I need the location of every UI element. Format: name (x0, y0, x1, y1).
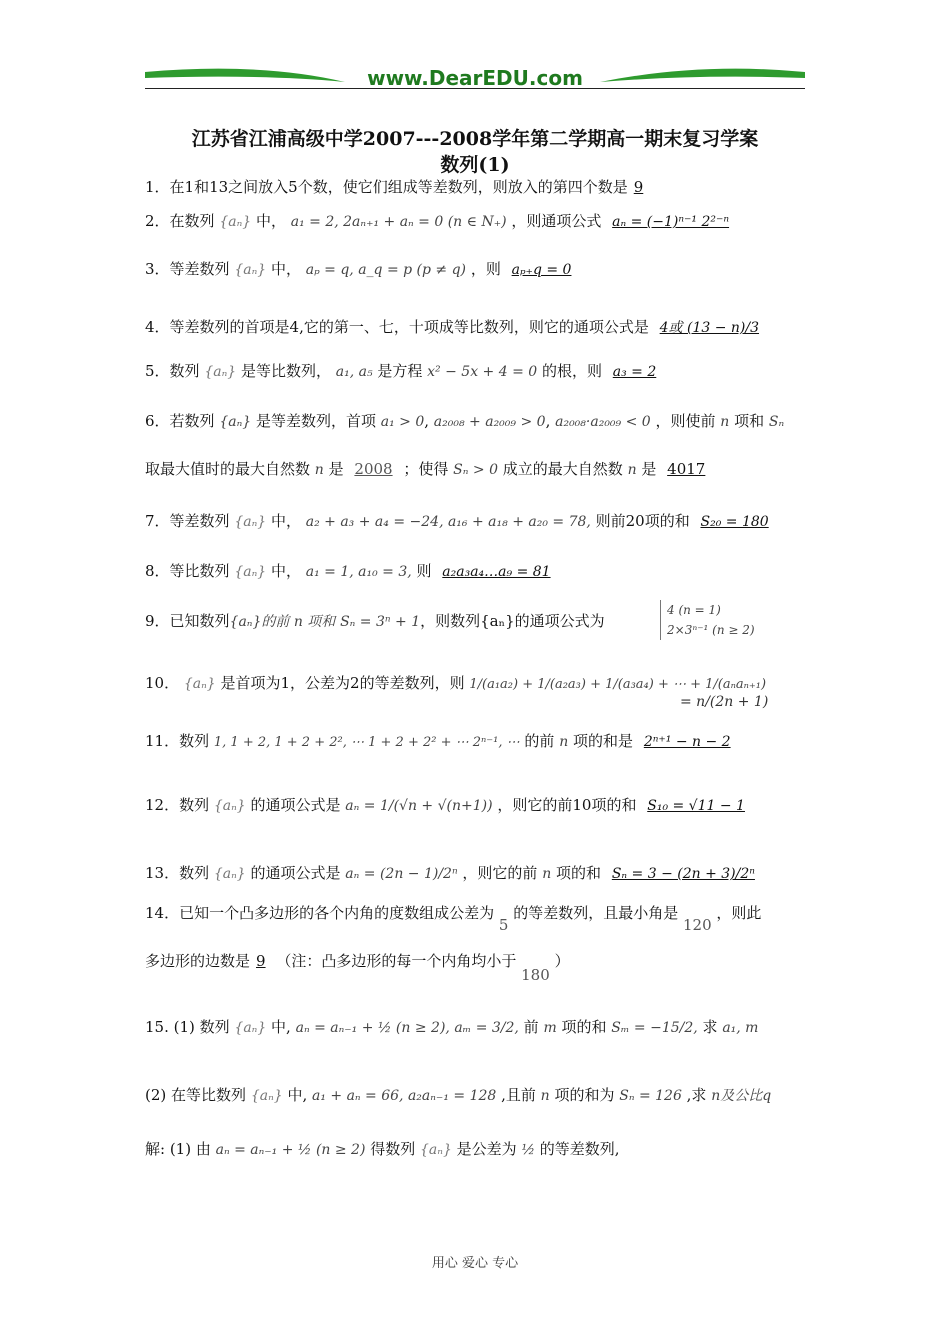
problem-10 (145, 672, 810, 696)
header-rule (145, 88, 805, 89)
answer: Sₙ = 3 − (2n + 3)/2ⁿ (611, 866, 755, 882)
text: 则前20项的和 (595, 512, 690, 530)
note: （注：凸多边形的每一个内角均小于 (276, 952, 517, 970)
answer-case-1: 4 (n = 1) (667, 603, 721, 617)
solution-text: 解: (1) 由 (145, 1140, 211, 1158)
sequence-symbol: {aₙ} (234, 262, 267, 278)
answer: a₃ = 2 (612, 364, 657, 380)
problem-text: 10． (145, 674, 180, 692)
answer: a₂a₃a₄…a₉ = 81 (442, 564, 551, 580)
problem-text: 1．在1和13之间放入5个数，使它们组成等差数列，则放入的第四个数是 (145, 178, 628, 196)
problem-text: 15. (1) 数列 (145, 1018, 230, 1036)
problem-text: 4．等差数列的首项是4,它的第一、七，十项成等比数列，则它的通项公式是 (145, 318, 649, 336)
text: 是方程 (377, 362, 423, 380)
problem-4 (145, 316, 810, 339)
sequence-symbol: {aₙ} (420, 1142, 452, 1158)
formula: aₙ = 1/(√n + √(n+1)) (345, 798, 493, 814)
text: 的等差数列，且最小角是 (513, 904, 679, 922)
symbol-sn: Sₙ (768, 414, 785, 430)
problem-text: 9．已知数列 (145, 612, 230, 630)
symbol-n: n (542, 866, 552, 882)
answer: S₂₀ = 180 (700, 514, 769, 530)
problem-text: 7．等差数列 (145, 512, 230, 530)
condition: aₙ = aₙ₋₁ + ½ (n ≥ 2) (215, 1142, 366, 1158)
solution (145, 1138, 810, 1161)
problem-14-cont (145, 950, 810, 984)
sequence-symbol: {aₙ} (183, 676, 216, 692)
text: 是 (641, 460, 657, 478)
min-angle: 120 (683, 916, 712, 934)
sequence-symbol: {aₙ} (234, 514, 267, 530)
sequence-symbol: {aₙ} (250, 1088, 283, 1104)
answer: = n/(2n + 1) (680, 694, 769, 710)
problem-text: (2) 在等比数列 (145, 1086, 247, 1104)
common-difference: ½ (521, 1142, 536, 1158)
symbol-n: n (559, 734, 569, 750)
text: 中， (255, 212, 286, 230)
swoosh-right-icon (600, 69, 805, 82)
problem-7 (145, 510, 810, 533)
problem-text: 多边形的边数是 (145, 952, 251, 970)
text: 成立的最大自然数 (502, 460, 623, 478)
condition: a₁ = 1, a₁₀ = 3, (305, 564, 412, 580)
answer-case-2: 2×3ⁿ⁻¹ (n ≥ 2) (667, 623, 755, 637)
sum-expression: 1/(a₁a₂) + 1/(a₂a₃) + 1/(a₃a₄) + ⋯ + 1/(aₙaₙ₊₁) (469, 677, 767, 692)
page-footer: 用心 爱心 专心 (431, 1256, 519, 1271)
text: 是公差为 (456, 1140, 517, 1158)
condition: a₁ = 2, 2aₙ₊₁ + aₙ = 0 (n ∈ N₊) (290, 214, 507, 230)
problem-6: 6．若数列 {aₙ} 是等差数列，首项 a₁ > 0, a₂₀₀₈ + a₂₀₀₉ > 0, a₂₀₀₈·a₂₀₀₉ < 0 ，则使前 n 项和 Sₙ (145, 412, 785, 430)
sum-condition: Sₙ = 126 (619, 1088, 682, 1104)
swoosh-left-icon (145, 69, 345, 82)
text: 是首项为1，公差为2的等差数列，则 (220, 674, 465, 692)
symbol-n: n (314, 462, 324, 478)
text: 项的和 (561, 1018, 607, 1036)
problem-11 (145, 730, 810, 754)
answer: 2ⁿ⁺¹ − n − 2 (643, 734, 731, 750)
symbol-n: n (627, 462, 637, 478)
text: 的前 (524, 732, 555, 750)
sequence-symbol: {aₙ} (219, 414, 252, 430)
sequence-symbol: {aₙ} (234, 1020, 267, 1036)
condition-2: a₂₀₀₈ + a₂₀₀₉ > 0 (433, 414, 546, 430)
text: 项的和是 (573, 732, 634, 750)
answer: 9 (256, 952, 266, 970)
page-subtitle: 数列(1) (440, 154, 510, 176)
text: ,求 (686, 1086, 707, 1104)
logo-text: www.DearEDU.com (367, 66, 583, 90)
problem-6-cont (145, 458, 810, 481)
sequence-symbol: {aₙ} (234, 564, 267, 580)
text: 前 (523, 1018, 539, 1036)
problem-text: 取最大值时的最大自然数 (145, 460, 311, 478)
text: {aₙ}的前 n 项和 (229, 614, 336, 630)
text: 中, (271, 1018, 291, 1036)
problem-14 (145, 902, 810, 934)
symbol-n: n (720, 414, 730, 430)
text: 的根，则 (541, 362, 602, 380)
condition: Sₙ = 3ⁿ + 1 (340, 614, 421, 630)
text: 中， (270, 562, 301, 580)
text: ，则使前 (655, 412, 716, 430)
text: 得数列 (370, 1140, 416, 1158)
formula: aₙ = (2n − 1)/2ⁿ (345, 866, 458, 882)
symbol-m: m (543, 1020, 557, 1036)
problem-text: 12．数列 (145, 796, 210, 814)
problem-text: 11．数列 (145, 732, 210, 750)
angle-limit: 180 (521, 966, 550, 984)
problem-text: 13．数列 (145, 864, 210, 882)
problem-1 (145, 176, 810, 198)
problem-12 (145, 794, 810, 817)
sequence-symbol: {aₙ} (213, 866, 246, 882)
sum-condition: Sₘ = −15/2, (611, 1020, 698, 1036)
text: 项和 (734, 412, 765, 430)
answer: aₚ₊q = 0 (511, 262, 572, 278)
text: ，则数列{aₙ}的通项公式为 (420, 612, 605, 630)
problem-8 (145, 560, 810, 583)
target: n及公比q (711, 1088, 772, 1104)
text: 的通项公式是 (250, 796, 341, 814)
symbol-n: n (540, 1088, 550, 1104)
answer-1: 2008 (354, 460, 393, 478)
condition-1: a₁ > 0 (380, 414, 425, 430)
problem-text: 3．等差数列 (145, 260, 230, 278)
sequence-symbol: {aₙ} (219, 214, 252, 230)
condition: Sₙ > 0 (453, 462, 498, 478)
text: 项的和 (556, 864, 602, 882)
problem-text: 14．已知一个凸多边形的各个内角的度数组成公差为 (145, 904, 495, 922)
text: 是等差数列，首项 (255, 412, 376, 430)
condition: a₁ + aₙ = 66, a₂aₙ₋₁ = 128 (312, 1088, 497, 1104)
answer: aₙ = (−1)ⁿ⁻¹ 2²⁻ⁿ (612, 214, 730, 230)
problem-2 (145, 210, 810, 233)
problem-5 (145, 360, 810, 383)
text: ，则通项公式 (511, 212, 602, 230)
common-difference: 5 (498, 916, 509, 934)
condition-3: a₂₀₀₈·a₂₀₀₉ < 0 (555, 414, 651, 430)
sequence: 1, 1 + 2, 1 + 2 + 2², ⋯ 1 + 2 + 2² + ⋯ 2ⁿ⁻¹, ⋯ (213, 735, 520, 750)
text: ,且前 (501, 1086, 536, 1104)
roots: a₁, a₅ (335, 364, 373, 380)
target: a₁, m (722, 1020, 759, 1036)
answer-2: 4017 (667, 460, 706, 478)
text: 中, (287, 1086, 308, 1104)
text: 则 (416, 562, 432, 580)
text: ，则它的前 (462, 864, 538, 882)
text: 求 (702, 1018, 718, 1036)
text: 的等差数列, (539, 1140, 620, 1158)
problem-3 (145, 258, 810, 281)
page-title: 江苏省江浦高级中学2007---2008学年第二学期高一期末复习学案 (191, 128, 759, 150)
problem-13 (145, 862, 810, 885)
problem-text: 6．若数列 (145, 412, 215, 430)
text: 中， (270, 260, 301, 278)
problem-text: 8．等比数列 (145, 562, 230, 580)
problem-15-part-2 (145, 1084, 810, 1107)
text: 是等比数列， (240, 362, 331, 380)
text: ） (554, 952, 570, 970)
text: 项的和为 (554, 1086, 615, 1104)
header-logo (140, 58, 810, 98)
text: ，则此 (716, 904, 762, 922)
answer: 9 (633, 178, 644, 196)
condition: aₚ = q, a_q = p (p ≠ q) (305, 262, 467, 278)
text: 的通项公式是 (250, 864, 341, 882)
sequence-symbol: {aₙ} (204, 364, 237, 380)
answer: S₁₀ = √11 − 1 (647, 798, 745, 814)
text: ，则 (470, 260, 501, 278)
condition: aₙ = aₙ₋₁ + ½ (n ≥ 2), aₘ = 3/2, (295, 1020, 519, 1036)
problem-text: 2．在数列 (145, 212, 215, 230)
piecewise-answer (660, 600, 755, 640)
text: 中， (270, 512, 301, 530)
text: ；使得 (403, 460, 449, 478)
text: ，则它的前10项的和 (497, 796, 637, 814)
sequence-symbol: {aₙ} (213, 798, 246, 814)
problem-15-part-1 (145, 1016, 810, 1039)
text: 是 (328, 460, 344, 478)
equation: x² − 5x + 4 = 0 (427, 364, 538, 380)
answer: 4或 (13 − n)/3 (659, 320, 760, 336)
problem-text: 5．数列 (145, 362, 200, 380)
condition: a₂ + a₃ + a₄ = −24, a₁₆ + a₁₈ + a₂₀ = 78, (305, 514, 591, 530)
